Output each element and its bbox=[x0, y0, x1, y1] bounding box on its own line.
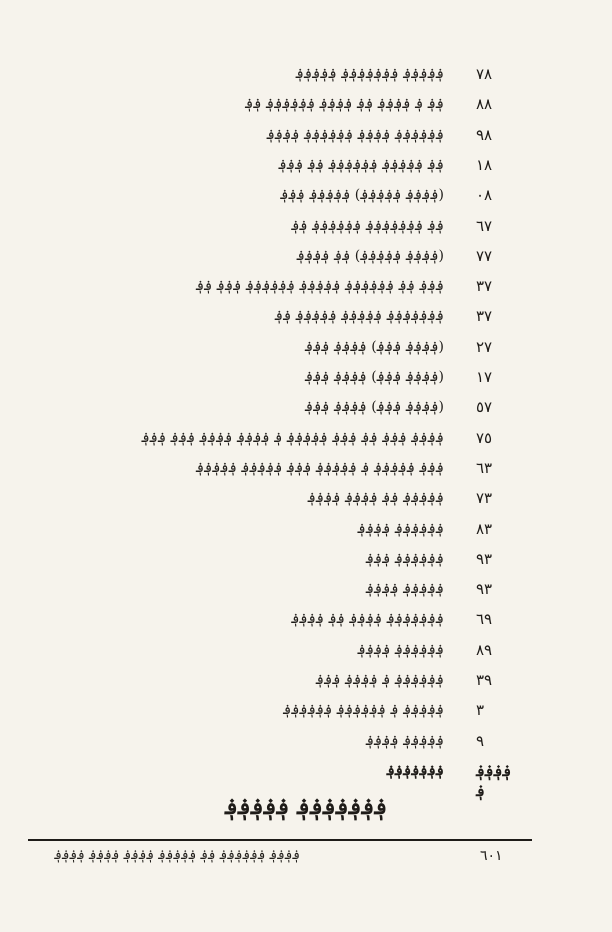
entry-number: ٦٩ bbox=[476, 610, 493, 629]
entry-number: ٨٣ bbox=[476, 519, 493, 538]
entry-text: ؋؋؋؋؋ ؋؋؋؋ bbox=[365, 732, 444, 749]
entry-text: ؋؋؋؋؋ ؋؋؋؋ bbox=[365, 581, 444, 598]
entry-row bbox=[0, 666, 612, 694]
entry-row bbox=[0, 272, 612, 300]
entry-row bbox=[0, 212, 612, 240]
entry-row bbox=[0, 363, 612, 391]
entry-number: ٦٣ bbox=[476, 458, 493, 477]
entry-text: ؋؋؋؋؋؋ ؋ ؋؋؋؋ ؋؋؋ bbox=[315, 672, 444, 688]
entry-number: ٠٨ bbox=[476, 186, 493, 205]
entry-row bbox=[0, 393, 612, 421]
footer-rule bbox=[28, 839, 532, 841]
entry-text: ؋؋؋؋؋؋ ؋؋؋ bbox=[365, 550, 444, 567]
entry-text: ؋؋؋؋؋؋؋ ؋؋؋؋؋ ؋؋؋؋؋ ؋؋ bbox=[274, 308, 444, 325]
running-head: ؋؋؋؋ ؋؋؋؋؋؋ ؋؋ ؋؋؋؋؋ ؋؋؋؋ ؋؋؋؋ ؋؋؋؋ bbox=[54, 848, 300, 863]
entry-row bbox=[0, 60, 612, 88]
entry-text: ؋؋؋ ؋؋ ؋؋؋؋؋؋ ؋؋؋؋؋ ؋؋؋؋؋؋ ؋؋؋ ؋؋ bbox=[195, 278, 444, 295]
entry-row bbox=[0, 302, 612, 330]
entry-number: ٩ bbox=[476, 731, 485, 750]
entry-row bbox=[0, 151, 612, 179]
entry-number: ٩٣ bbox=[476, 549, 493, 568]
entry-row bbox=[0, 121, 612, 149]
entry-number: ٦٧ bbox=[476, 216, 493, 235]
section-heading: ؋؋؋؋؋؋؋ ؋؋؋؋؋ bbox=[224, 794, 388, 820]
entry-row bbox=[0, 575, 612, 603]
entry-text: ؋؋؋؋ ؋؋؋ ؋؋ ؋؋؋ ؋؋؋؋؋ ؋ ؋؋؋؋ ؋؋؋؋ ؋؋؋ ؋؋؋ bbox=[141, 429, 444, 446]
entry-text: ؋؋؋؋؋؋؋ ؋؋؋؋ ؋؋ ؋؋؋؋ bbox=[291, 611, 444, 628]
entry-row bbox=[0, 727, 612, 755]
entry-row bbox=[0, 242, 612, 270]
entry-number: ٧٧ bbox=[476, 246, 493, 265]
entry-number: ٧٨ bbox=[476, 65, 493, 83]
entry-text: ؋؋ ؋؋؋؋؋؋؋ ؋؋؋؋؋؋ ؋؋ bbox=[291, 217, 444, 234]
entry-number: ٨٨ bbox=[476, 95, 493, 114]
entry-text: ؋؋؋؋؋؋ ؋؋؋؋ bbox=[357, 641, 444, 658]
entry-number: ٣٧ bbox=[476, 277, 493, 296]
entry-row bbox=[0, 454, 612, 482]
entry-row bbox=[0, 484, 612, 512]
entry-number: ٩٨ bbox=[476, 125, 493, 144]
total-label: ؋؋؋؋؋ bbox=[476, 761, 512, 800]
entry-row bbox=[0, 181, 612, 209]
entry-row bbox=[0, 636, 612, 664]
entry-text: ؋؋؋؋؋؋ ؋؋؋؋ ؋؋؋؋؋؋ ؋؋؋؋ bbox=[266, 126, 444, 143]
entry-text: (؋؋؋؋ ؋؋؋) ؋؋؋؋ ؋؋؋ bbox=[304, 399, 444, 416]
entry-number: ٧٥ bbox=[476, 428, 493, 447]
entry-text: (؋؋؋؋ ؋؋؋؋؋) ؋؋؋؋؋ ؋؋؋ bbox=[280, 187, 444, 204]
total-row bbox=[0, 757, 612, 800]
entry-text: ؋؋؋ ؋؋؋؋؋ ؋ ؋؋؋؋؋ ؋؋؋ ؋؋؋؋؋ ؋؋؋؋؋ bbox=[195, 459, 444, 476]
entry-number: ١٧ bbox=[476, 368, 493, 386]
entry-number: ٩٣ bbox=[476, 580, 493, 599]
entry-text: ؋؋ ؋؋؋؋؋ ؋؋؋؋؋؋ ؋؋ ؋؋؋ bbox=[278, 156, 444, 173]
entry-number: ١٨ bbox=[476, 155, 493, 174]
entry-row bbox=[0, 605, 612, 633]
entry-number: ٧٣ bbox=[476, 489, 493, 508]
entry-row bbox=[0, 333, 612, 361]
entry-row bbox=[0, 696, 612, 724]
entry-number: ٣ bbox=[476, 701, 485, 720]
entry-text: ؋؋؋؋؋؋ ؋؋؋؋ bbox=[357, 520, 444, 537]
entry-number: ٣٩ bbox=[476, 671, 493, 689]
entry-row bbox=[0, 424, 612, 452]
entry-text: ؋؋؋؋؋ ؋؋ ؋؋؋؋ ؋؋؋؋ bbox=[307, 490, 444, 507]
entry-number: ٣٧ bbox=[476, 307, 493, 326]
entry-text: ؋؋؋؋؋ ؋؋؋؋؋؋؋ ؋؋؋؋؋ bbox=[295, 66, 444, 82]
entry-number: ٢٧ bbox=[476, 337, 493, 356]
entry-row bbox=[0, 90, 612, 118]
entry-row bbox=[0, 545, 612, 573]
entry-number: ٨٩ bbox=[476, 640, 493, 659]
entry-text: ؋؋؋؋؋ ؋ ؋؋؋؋؋؋ ؋؋؋؋؋؋ bbox=[282, 702, 444, 719]
entry-text: ؋؋ ؋ ؋؋؋؋ ؋؋ ؋؋؋؋ ؋؋؋؋؋؋ ؋؋ bbox=[245, 96, 444, 113]
entry-text: (؋؋؋؋ ؋؋؋) ؋؋؋؋ ؋؋؋ bbox=[304, 369, 444, 385]
entry-row bbox=[0, 515, 612, 543]
entry-text: (؋؋؋؋ ؋؋؋) ؋؋؋؋ ؋؋؋ bbox=[304, 338, 444, 355]
entry-number: ٥٧ bbox=[476, 398, 493, 417]
entry-text: (؋؋؋؋ ؋؋؋؋؋) ؋؋ ؋؋؋؋ bbox=[296, 247, 444, 264]
total-text: ؋؋؋؋؋؋؋ bbox=[386, 762, 444, 779]
page-number: ٦٠١ bbox=[480, 848, 503, 864]
